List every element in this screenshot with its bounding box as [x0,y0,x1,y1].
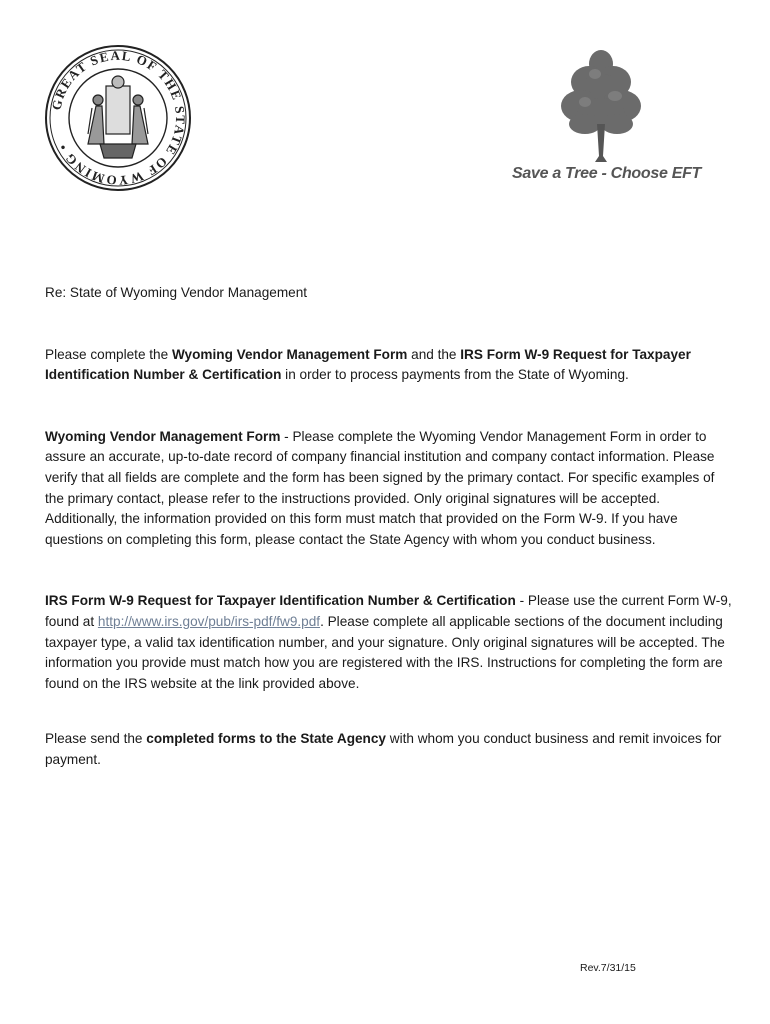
irs-w9-link[interactable]: http://www.irs.gov/pub/irs-pdf/fw9.pdf [97,613,321,629]
irs-form-text-1: - Please use the current Form W-9, found at [45,593,732,629]
intro-paragraph [45,345,735,386]
vendor-form-heading: Wyoming Vendor Management Form [45,428,281,444]
intro-bold-irs-form: IRS Form W-9 Request for Taxpayer Identification Number & Certification [45,346,691,383]
svg-text:GREAT SEAL OF THE STATE OF WYO: GREAT SEAL OF THE STATE OF WYOMING • [48,47,189,189]
vendor-form-body: - Please complete the Wyoming Vendor Management Form in order to assure an accurate, up-to-date record of company financial institution and company contact information. Please verify that all fields are complete and the form has been signed by the primary contact. For specific examples of the primary contact, please refer to the instructions provided. Only original signatures will be accepted. Additionally, the information provided on this form must match that provided on the Form W-9. If you have questions on completing this form, please contact the State Agency with whom you conduct business. [45,428,715,547]
tree-icon [555,44,647,164]
intro-bold-vendor-form: Wyoming Vendor Management Form [171,346,408,362]
wyoming-seal-logo [44,44,192,192]
vendor-form-paragraph [45,427,735,551]
closing-bold: completed forms to the State Agency [146,731,386,747]
intro-text-3: in order to process payments from the State of Wyoming. [281,367,629,383]
irs-form-text-2: . Please complete all applicable sections of the document including taxpayer type, a valid tax identification number, and your signature. Only original signatures will be accepted. The information you provide must match how you are registered with the IRS. Instructions for completing the form are found on the IRS website at the link provided above. [45,613,725,691]
irs-form-heading: IRS Form W-9 Request for Taxpayer Identification Number & Certification [45,593,516,609]
re-line: Re: State of Wyoming Vendor Management [45,285,308,300]
revision-date: Rev.7/31/15 [580,962,636,974]
closing-paragraph [45,729,735,770]
irs-form-paragraph [45,591,735,694]
intro-text-1: Please complete the [45,346,172,362]
closing-text-1: Please send the [45,731,147,747]
intro-text-2: and the [407,346,461,362]
closing-text-2: with whom you conduct business and remit invoices for payment. [45,731,722,767]
letter-body [45,283,735,771]
eft-tagline: Save a Tree - Choose EFT [512,165,702,182]
